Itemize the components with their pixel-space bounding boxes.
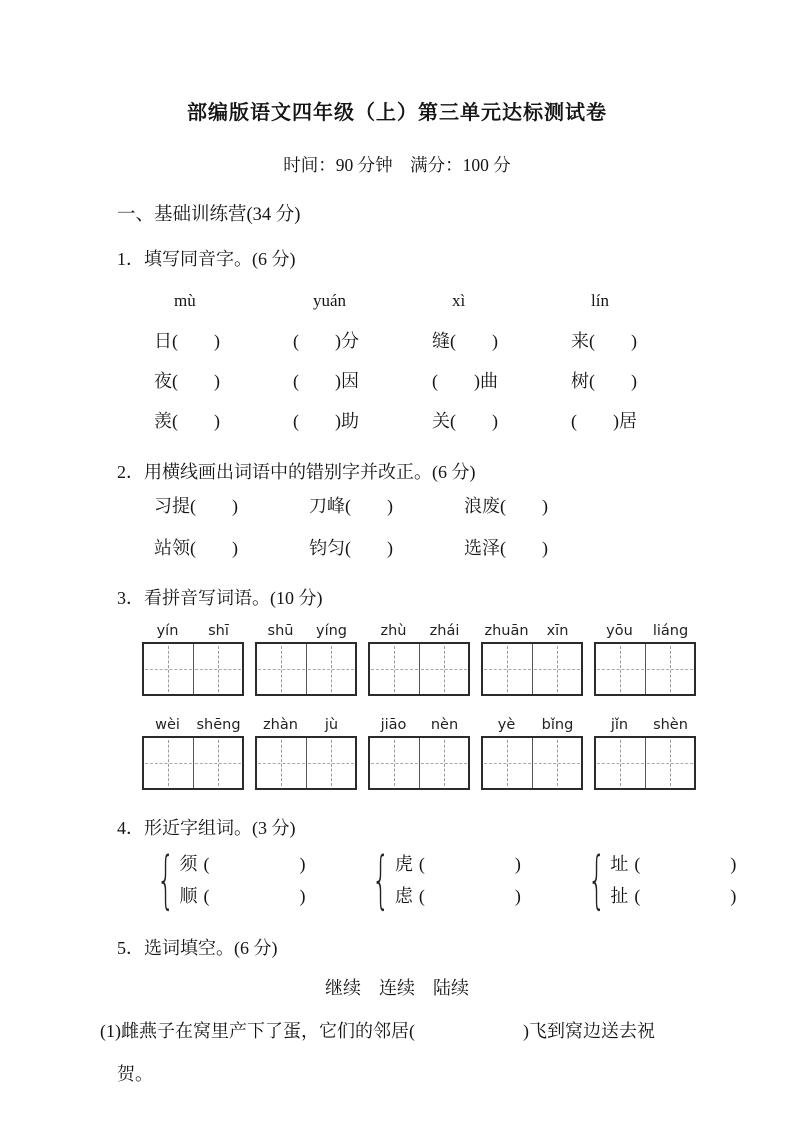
writing-square [532,644,582,694]
q4-pairs-row [146,843,737,916]
pair-character: 址 [610,854,629,874]
writing-squares [142,736,244,790]
writing-square [483,738,532,788]
left-brace: { [156,843,175,916]
typo-word-cell: 站领( ) [154,538,238,558]
pinyin-syllable: liáng [652,623,689,639]
q5-label: 5．选词填空。(6 分) [117,938,278,958]
q1-homophone-table [154,281,710,441]
pair-line [179,848,305,880]
q2-label: 2．用横线画出词语中的错别字并改正。(6 分) [117,462,476,482]
writing-squares [255,642,357,696]
writing-square [645,738,695,788]
writing-square [257,644,306,694]
pinyin-header: lín [591,291,609,310]
pair-character: 须 [179,854,198,874]
pinyin-syllable: zhuān [484,623,529,639]
pair-character: 虎 [394,854,413,874]
writing-squares [368,736,470,790]
q5-item1-line2: 贺。 [117,1064,153,1084]
pinyin-syllable: yè [497,717,516,733]
pair-line [179,880,305,912]
pinyin-header: mù [174,291,196,310]
pinyin-syllable: jiāo [380,717,407,733]
q2-row [154,486,710,526]
pinyin-header: yuán [313,291,347,310]
homophone-blank-cell: ( )分 [293,331,359,351]
page-title: 部编版语文四年级（上）第三单元达标测试卷 [187,102,607,124]
pinyin-syllable: yíng [315,623,347,639]
pair-character: 虑 [394,886,413,906]
writing-squares [594,642,696,696]
writing-square [306,644,356,694]
typo-word-cell: 钧匀( ) [309,538,393,558]
q4-label: 4．形近字组词。(3 分) [117,818,296,838]
q1-label: 1．填写同音字。(6 分) [117,249,296,269]
q1-pinyin-header-row [154,281,710,321]
pinyin-syllable: zhàn [263,717,298,733]
pinyin-syllable: zhái [429,623,460,639]
q3-label: 3．看拼音写词语。(10 分) [117,588,323,608]
pinyin-grid-group [481,623,583,696]
pinyin-syllable: shī [208,623,229,639]
homophone-blank-cell: 缝( ) [432,331,498,351]
pinyin-syllable: jù [324,717,339,733]
pair-blank: ( ) [634,854,737,874]
typo-word-cell: 选泽( ) [464,538,548,558]
pinyin-grid-group [594,717,696,790]
writing-square [144,738,193,788]
pinyin-syllable: yōu [606,623,633,639]
homophone-blank-cell: ( )曲 [432,371,498,391]
typo-word-cell: 习提( ) [154,496,238,516]
character-pair-group [577,843,737,916]
pair-line [395,880,521,912]
pinyin-syllable: wèi [155,717,180,733]
pinyin-syllable: xīn [546,623,569,639]
pinyin-syllable: jǐn [610,717,629,733]
pinyin-grid-group [255,717,357,790]
writing-squares [142,642,244,696]
writing-square [144,644,193,694]
writing-square [257,738,306,788]
homophone-blank-cell: 羡( ) [154,411,220,431]
pinyin-grid-group [255,623,357,696]
pinyin-grid-group [481,717,583,790]
homophone-blank-cell: 树( ) [571,371,637,391]
typo-word-cell: 刀峰( ) [309,496,393,516]
pair-blank: ( ) [634,886,737,906]
q3-grid-row [142,623,710,696]
pair-character: 扯 [610,886,629,906]
pinyin-grid-group [368,717,470,790]
writing-square [532,738,582,788]
homophone-blank-cell: ( )助 [293,411,359,431]
pinyin-grid-group [594,623,696,696]
homophone-blank-cell: ( )因 [293,371,359,391]
writing-square [306,738,356,788]
pair-blank: ( ) [203,854,306,874]
character-pair-group [361,843,521,916]
writing-square [370,738,419,788]
section-one-heading: 一、基础训练营(34 分) [117,205,301,225]
pair-character: 顺 [179,886,198,906]
typo-word-cell: 浪废( ) [464,496,548,516]
homophone-blank-cell: 日( ) [154,331,220,351]
pinyin-grid-group [368,623,470,696]
q5-word-bank: 继续 连续 陆续 [325,978,469,998]
left-brace: { [587,843,606,916]
homophone-blank-cell: 关( ) [432,411,498,431]
q2-row [154,528,710,568]
pair-line [610,848,736,880]
q1-row [154,401,710,441]
writing-square [596,644,645,694]
pinyin-syllable: yín [156,623,179,639]
writing-square [645,644,695,694]
writing-square [419,738,469,788]
q3-grid-row [142,717,710,790]
writing-squares [481,736,583,790]
q1-row [154,321,710,361]
pinyin-syllable: shēng [196,717,241,733]
pinyin-grid-group [142,623,244,696]
pinyin-syllable: bǐng [541,717,574,733]
pinyin-syllable: shū [267,623,294,639]
left-brace: { [372,843,391,916]
q5-item1-line1: (1)雌燕子在窝里产下了蛋，它们的邻居( )飞到窝边送去祝 [100,1021,655,1041]
homophone-blank-cell: 来( ) [571,331,637,351]
writing-square [419,644,469,694]
writing-square [193,738,243,788]
writing-squares [255,736,357,790]
writing-squares [594,736,696,790]
character-pair-group [146,843,306,916]
pinyin-syllable: zhù [380,623,407,639]
homophone-blank-cell: ( )居 [571,411,637,431]
writing-square [596,738,645,788]
homophone-blank-cell: 夜( ) [154,371,220,391]
pair-blank: ( ) [418,886,521,906]
pair-line [610,880,736,912]
exam-time-score-meta: 时间：90 分钟 满分：100 分 [283,155,511,175]
pair-line [395,848,521,880]
pair-blank: ( ) [418,854,521,874]
pinyin-header: xì [452,291,466,310]
writing-squares [368,642,470,696]
writing-square [193,644,243,694]
pinyin-grid-group [142,717,244,790]
writing-squares [481,642,583,696]
writing-square [483,644,532,694]
writing-square [370,644,419,694]
q1-row [154,361,710,401]
pinyin-syllable: shèn [653,717,688,733]
pinyin-syllable: nèn [430,717,459,733]
pair-blank: ( ) [203,886,306,906]
